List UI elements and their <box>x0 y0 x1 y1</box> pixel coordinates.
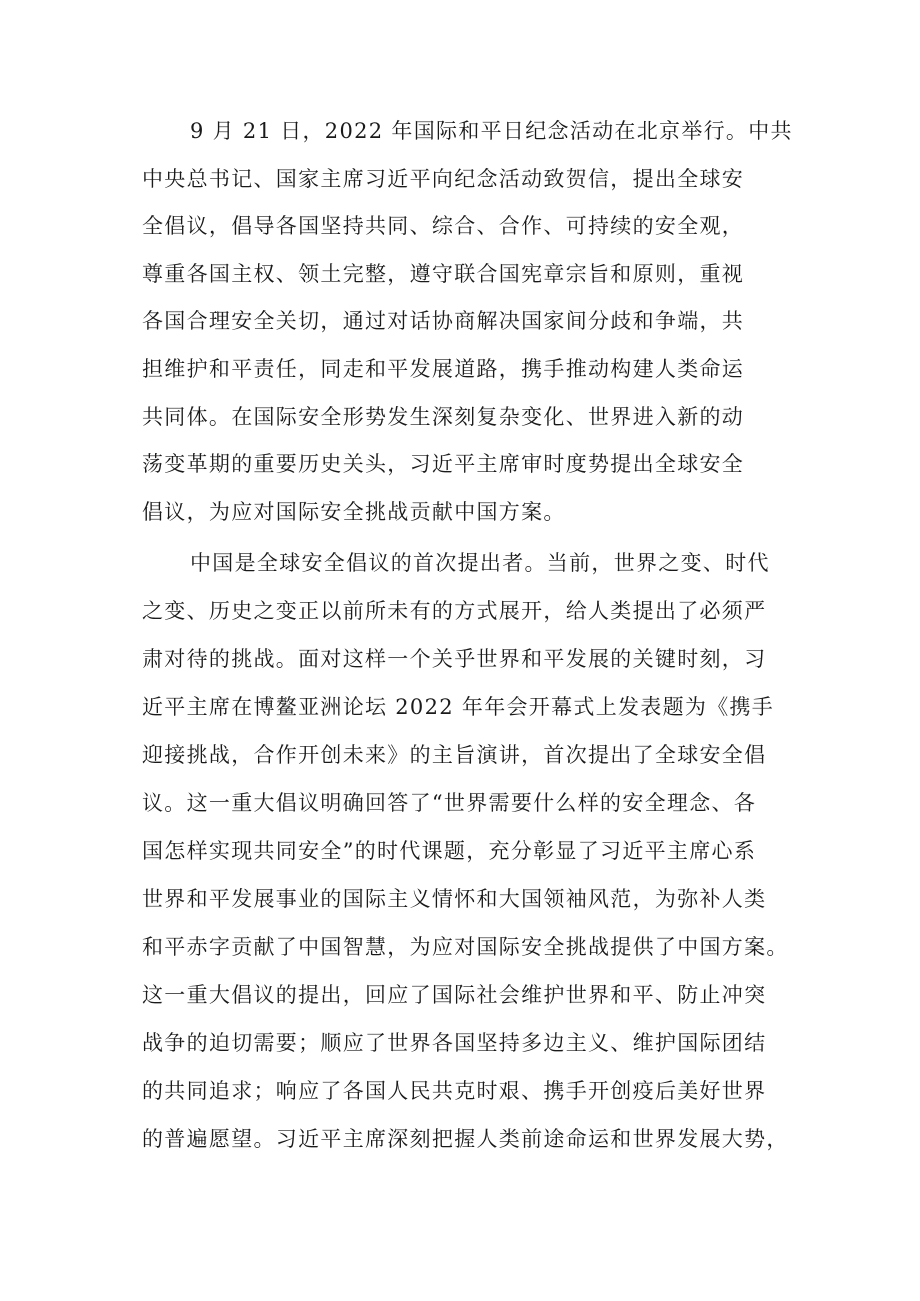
paragraph-2-line-12: 的共同追求；响应了各国人民共克时艰、携手开创疫后美好世界 <box>142 1079 767 1103</box>
paragraph-2-line-8: 世界和平发展事业的国际主义情怀和大国领袖风范，为弥补人类 <box>142 887 767 911</box>
paragraph-2-line-11: 战争的迫切需要；顺应了世界各国坚持多边主义、维护国际团结 <box>142 1031 767 1055</box>
paragraph-2-line-6: 议。这一重大倡议明确回答了“世界需要什么样的安全理念、各 <box>142 791 757 815</box>
paragraph-2-line-4: 近平主席在博鳌亚洲论坛 2022 年年会开幕式上发表题为《携手 <box>142 695 775 719</box>
paragraph-1-line-5: 各国合理安全关切，通过对话协商解决国家间分歧和争端，共 <box>142 309 745 333</box>
paragraph-2-line-2: 之变、历史之变正以前所未有的方式展开，给人类提出了必须严 <box>142 599 767 623</box>
paragraph-1-line-4: 尊重各国主权、领土完整，遵守联合国宪章宗旨和原则，重视 <box>142 262 745 286</box>
paragraph-1-line-1: 9 月 21 日，2022 年国际和平日纪念活动在北京举行。中共 <box>190 119 793 143</box>
paragraph-2-line-9: 和平赤字贡献了中国智慧，为应对国际安全挑战提供了中国方案。 <box>142 935 789 959</box>
paragraph-1-line-8: 荡变革期的重要历史关头，习近平主席审时度势提出全球安全 <box>142 452 745 476</box>
paragraph-2-line-1: 中国是全球安全倡议的首次提出者。当前，世界之变、时代 <box>190 551 770 575</box>
paragraph-2-line-10: 这一重大倡议的提出，回应了国际社会维护世界和平、防止冲突 <box>142 983 767 1007</box>
paragraph-1-line-6: 担维护和平责任，同走和平发展道路，携手推动构建人类命运 <box>142 357 745 381</box>
paragraph-2-line-3: 肃对待的挑战。面对这样一个关乎世界和平发展的关键时刻，习 <box>142 647 767 671</box>
paragraph-2-line-7: 国怎样实现共同安全”的时代课题，充分彰显了习近平主席心系 <box>142 839 757 863</box>
paragraph-1-line-7: 共同体。在国际安全形势发生深刻复杂变化、世界进入新的动 <box>142 405 745 429</box>
paragraph-2-line-13: 的普遍愿望。习近平主席深刻把握人类前途命运和世界发展大势， <box>142 1127 789 1151</box>
paragraph-1-line-3: 全倡议，倡导各国坚持共同、综合、合作、可持续的安全观， <box>142 214 745 238</box>
paragraph-1-line-9: 倡议，为应对国际安全挑战贡献中国方案。 <box>142 500 566 524</box>
paragraph-1-line-2: 中央总书记、国家主席习近平向纪念活动致贺信，提出全球安 <box>142 167 745 191</box>
paragraph-2-line-5: 迎接挑战，合作开创未来》的主旨演讲，首次提出了全球安全倡 <box>142 743 767 767</box>
